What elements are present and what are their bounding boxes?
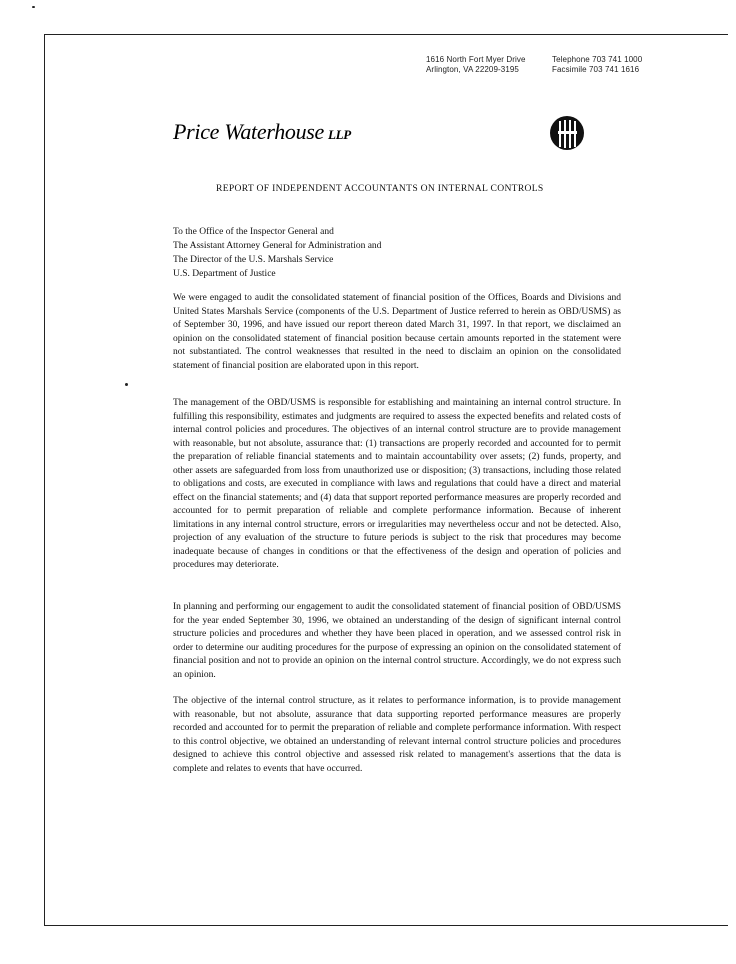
paragraph-management-responsibility: The management of the OBD/USMS is responsible for establishing and maintaining an internal control structure. In fulfilling this responsibility, estimates and judgments are required to assess the expected benefits and related costs of internal control policies and procedures. The objectives of an internal control structure are to provide management with reasonable, but not absolute, assurance that: (1) transactions are properly recorded and accounted for to permit the preparation of reliable financial statements and to maintain accountability over assets; (2) funds, property, and other assets are safeguarded from loss from unauthorized use or disposition; (3) transactions, including those related to obligations and costs, are executed in compliance with laws and regulations that could have a direct and material effect on the financial statements; and (4) data that support reported performance measures are properly recorded and accounted for to permit preparation of reliable and complete performance information. Because of inherent limitations in any internal control structure, errors or irregularities may nevertheless occur and not be detected. Also, projection of any evaluation of the structure to future periods is subject to the risk that procedures may become inadequate because of changes in conditions or that the effectiveness of the design and operation of policies and procedures may deteriorate.: [173, 398, 621, 570]
firm-name: Price Waterhouse: [173, 119, 325, 144]
addressee-line: To the Office of the Inspector General and: [173, 227, 334, 237]
telephone: Telephone 703 741 1000: [552, 55, 643, 64]
firm-address: [426, 55, 526, 75]
paragraph-engagement: We were engaged to audit the consolidated statement of financial position of the Offices, Boards and Divisions and United States Marshals Service (components of the U.S. Department of Justice referred to herein as OBD/USMS) as of September 30, 1996, and have issued our report thereon dated March 31, 1997. In that report, we disclaimed an opinion on the consolidated statement of financial position because certain amounts reported in the statement were not substantiated. The control weaknesses that resulted in the need to disclaim an opinion on the consolidated statement of financial position are elaborated upon in this report.: [173, 293, 621, 371]
paragraph-performance-objective: The objective of the internal control structure, as it relates to performance information, is to provide management with reasonable, but not absolute, assurance that data supporting reported performance measures are properly recorded and accounted for to permit the preparation of reliable and complete performance information. With respect to this control objective, we obtained an understanding of relevant internal control structure policies and procedures designed to achieve this control objective and assessed risk related to management's assertions that the data is complete and relates to events that have occurred.: [173, 696, 621, 774]
addressee-line: The Assistant Attorney General for Administration and: [173, 241, 382, 251]
addressee-line: The Director of the U.S. Marshals Service: [173, 255, 334, 265]
address-line-2: Arlington, VA 22209-3195: [426, 65, 519, 74]
facsimile: Facsimile 703 741 1616: [552, 65, 640, 74]
firm-seal-icon: [549, 115, 585, 151]
addressee-line: U.S. Department of Justice: [173, 269, 276, 279]
addressee-block: [173, 225, 381, 281]
firm-phone: [552, 55, 642, 75]
scan-speck: [32, 6, 35, 8]
firm-suffix: LLP: [328, 127, 351, 142]
firm-logo: [173, 119, 351, 145]
report-title: REPORT OF INDEPENDENT ACCOUNTANTS ON INTERNAL CONTROLS: [216, 183, 544, 194]
address-line-1: 1616 North Fort Myer Drive: [426, 55, 526, 64]
paragraph-planning: In planning and performing our engagement to audit the consolidated statement of financial position of OBD/USMS for the year ended September 30, 1996, we obtained an understanding of the design of significant internal control structure policies and procedures and whether they have been placed in operation, and we assessed control risk in order to determine our auditing procedures for the purpose of expressing an opinion on the consolidated statement of financial position and not to provide an opinion on the internal control structure. Accordingly, we do not express such an opinion.: [173, 602, 621, 680]
